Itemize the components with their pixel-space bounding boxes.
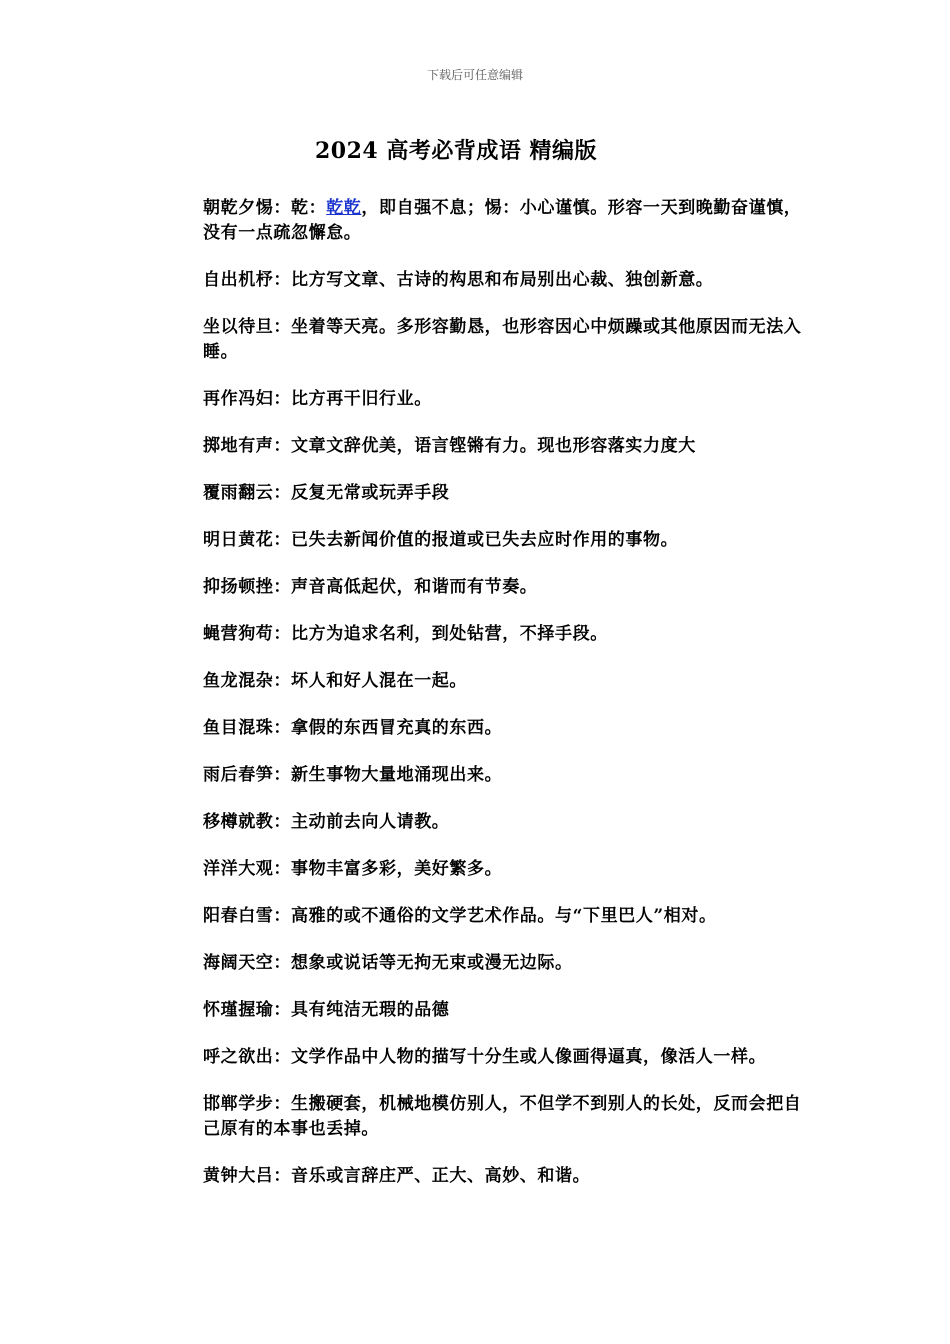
idiom-entry: 洋洋大观：事物丰富多彩，美好繁多。 (203, 859, 503, 879)
definition-link[interactable]: 乾乾 (326, 198, 362, 218)
idiom-entry: 黄钟大吕：音乐或言辞庄严、正大、高妙、和谐。 (203, 1166, 591, 1186)
idiom-entry: 怀瑾握瑜：具有纯洁无瑕的品德 (203, 1000, 450, 1020)
idiom-entry: 明日黄花：已失去新闻价值的报道或已失去应时作用的事物。 (203, 530, 679, 550)
header-note: 下载后可任意编辑 (426, 68, 523, 82)
idiom-entry (203, 196, 818, 246)
idiom-entry-text: ，即自强不息；惕：小心谨慎。形容一天到晚勤奋谨慎，没有一点疏忽懈怠。 (203, 198, 802, 243)
idiom-entry: 覆雨翻云：反复无常或玩弄手段 (203, 483, 450, 503)
idiom-entry: 邯郸学步：生搬硬套，机械地模仿别人，不但学不到别人的长处，反而会把自己原有的本事也丢掉。 (203, 1094, 802, 1139)
idiom-entry: 呼之欲出：文学作品中人物的描写十分生或人像画得逼真，像活人一样。 (203, 1047, 767, 1067)
idiom-entry: 自出机杼：比方写文章、古诗的构思和布局别出心裁、独创新意。 (203, 270, 714, 290)
idiom-entry-text: 朝乾夕惕：乾： (203, 198, 327, 218)
idiom-entry: 阳春白雪：高雅的或不通俗的文学艺术作品。与“下里巴人”相对。 (203, 906, 717, 926)
idiom-entry: 坐以待旦：坐着等天亮。多形容勤恳，也形容因心中烦躁或其他原因而无法入睡。 (203, 317, 802, 362)
idiom-entry: 鱼目混珠：拿假的东西冒充真的东西。 (203, 718, 503, 738)
page-title: 2024 高考必背成语 精编版 (314, 138, 598, 164)
idiom-entry: 再作冯妇：比方再干旧行业。 (203, 389, 432, 409)
idiom-entry: 抑扬顿挫：声音高低起伏，和谐而有节奏。 (203, 577, 538, 597)
idiom-entry: 蝇营狗苟：比方为追求名利，到处钻营，不择手段。 (203, 624, 608, 644)
idiom-entry: 掷地有声：文章文辞优美，语言铿锵有力。现也形容落实力度大 (203, 436, 696, 456)
idiom-entry: 雨后春笋：新生事物大量地涌现出来。 (203, 765, 503, 785)
idiom-entry: 移樽就教：主动前去向人请教。 (203, 812, 450, 832)
idiom-entry: 鱼龙混杂：坏人和好人混在一起。 (203, 671, 467, 691)
idiom-entry: 海阔天空：想象或说话等无拘无束或漫无边际。 (203, 953, 573, 973)
idiom-list (203, 196, 818, 1211)
